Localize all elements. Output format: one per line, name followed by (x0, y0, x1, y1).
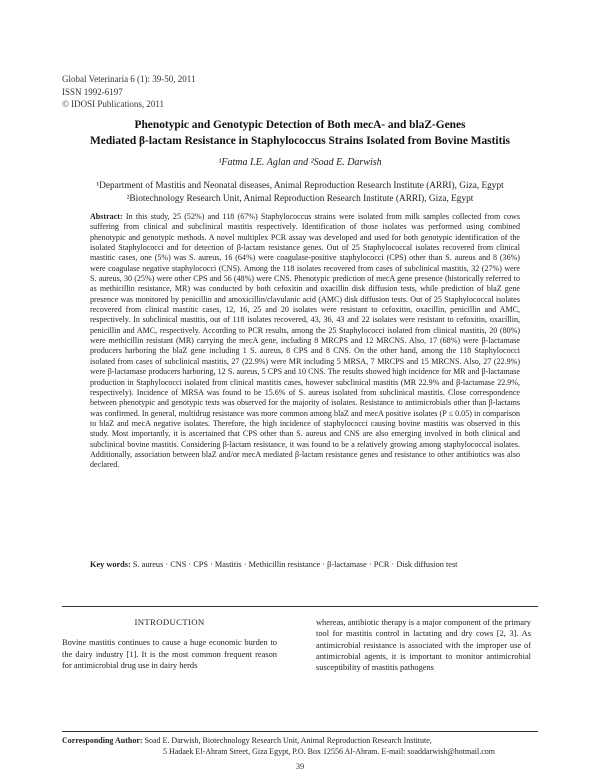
paper-title (40, 117, 560, 149)
keywords-text: S. aureus · CNS · CPS · Mastitis · Methicillin resistance · β-lactamase · PCR · Disk diffusion test (132, 560, 458, 569)
title-line-2: Mediated β-lactam Resistance in Staphylococcus Strains Isolated from Bovine Mastitis (90, 135, 510, 147)
footer-divider (62, 731, 538, 732)
keywords (90, 559, 520, 570)
column-left (62, 617, 277, 671)
journal-copyright: © IDOSI Publications, 2011 (62, 99, 165, 109)
abstract (90, 212, 520, 546)
introduction-heading: INTRODUCTION (134, 617, 205, 627)
corresponding-line-2: 5 Hadaek El-Ahram Street, Giza Egypt, P.O. Box 12556 Al-Ahram. E-mail: soaddarwish@hotmail.com (163, 747, 495, 756)
corresponding-author (62, 735, 562, 757)
title-line-1: Phenotypic and Genotypic Detection of Both mecA- and blaZ-Genes (134, 119, 466, 131)
introduction-right-text: whereas, antibiotic therapy is a major component of the primary tool for mastitis control in lactating and dry cows [2, 3]. As antimicrobial resistance is associated with the improper use of antimicrobial agents, it is important to monitor antimicrobial susceptibility of mastitis pathogens (316, 618, 531, 673)
journal-issn: ISSN 1992-6197 (62, 86, 123, 97)
journal-info (62, 73, 195, 111)
abstract-label: Abstract: (90, 212, 123, 221)
introduction-left-text: Bovine mastitis continues to cause a huge economic burden to the dairy industry [1]. It is the most common frequent reason for antimicrobial drug use in dairy herds (62, 638, 277, 670)
column-right (316, 617, 531, 673)
section-divider (62, 606, 538, 607)
authors: ¹Fatma I.E. Aglan and ²Soad E. Darwish (218, 157, 382, 168)
journal-citation: Global Veterinaria 6 (1): 39-50, 2011 (62, 74, 196, 84)
affiliations (40, 180, 560, 206)
keywords-label: Key words: (90, 560, 131, 569)
page-number: 39 (295, 762, 305, 771)
affiliation-2: ²Biotechnology Research Unit, Animal Reproduction Research Institute (ARRI), Giza, Egypt (126, 194, 474, 204)
abstract-text: In this study, 25 (52%) and 118 (67%) Staphylococcus strains were isolated from milk samples collected from cows suffering from clinical and subclinical mastitis respectively. Identification of those isolates was performed using combined phenotypic and genotypic methods. A novel multiplex PCR assay was developed and used for both genotypic identification of the isolated Staphylococci and for detection of β-lactam resistance genes. Out of 25 Staphylococcal isolates recovered from clinical mastitic cases, one (5%) was S. aureus, 16 (64%) were coagulase-positive staphylococci (CPS) other than S. aureus and 8 (36%) were coagulase negative staphylococci (CNS). Among the 118 isolates recovered from cases of subclinical mastitis, 32 (27%) were S. aureus, 30 (25%) were other CPS and 56 (48%) were CNS. Phenotypic prediction of mecA gene presence (historically referred to as methicillin resistance, MR) was conducted by both cefoxitin and oxacillin disk diffusion tests, while prediction of blaZ gene presence was monitored by penicillin and amoxicillin/clavulanic acid (AMC) disk diffusion tests. Out of 25 Staphylococcal isolates recovered from clinical mastitic cases, 12, 16, 25 and 20 isolates were resistant to cefoxitin, oxacillin, penicillin and AMC, respectively. In subclinical mastitis, out of 118 isolates recovered, 43, 36, 43 and 22 isolates were resistant to cefoxitin, oxacillin, penicillin and AMC, respectively. According to PCR results, among the 25 Staphylococci isolated from clinical mastitis, 20 (80%) were methicillin resistant (MR) carrying the mecA gene, including 8 MRCPS and 12 MRCNS. Also, 17 (68%) were β-lactamase producers harboring the blaZ gene including 1 S. aureus, 8 CPS and 8 CNS. On the other hand, among the 118 Staphylococci isolated from cases of subclinical mastitis, 27 (22.9%) were MR including 5 MRSA, 7 MRCPS and 15 MRCNS. Also, 27 (22.9%) were β-lactamase producers harboring, 12 S. aureus, 5 CPS and 10 CNS. The results showed high incidence for MR and β-lactamase production in Staphylococci isolated from clinical mastitis cases, however subclinical mastitis (MR 22.9% and β-lactamase 22.9%, respectively). Incidence of MRSA was found to be 15.6% of S. aureus isolated from subclinical mastitis. Close correspondence between phenotypic and genotypic tests was observed for the majority of isolates. Resistance to antimicrobials other than β-lactams was confirmed. In general, multidrug resistance was more common among blaZ and mecA positive isolates (P ≤ 0.05) in comparison to blaZ and mecA negative isolates. Therefore, the high incidence of staphylococci causing bovine mastitis was observed in this study. Most importantly, it is ascertained that CPS other than S. aureus and CNS are also emerging involved in both clinical and subclinical bovine mastitis. Considering β-lactam resistance, it was found to be a relatively growing among staphylococcal isolates. Additionally, association between blaZ and/or mecA mediated β-lactam resistance genes and resistance to other antibiotics was also declared. (90, 212, 520, 470)
affiliation-1: ¹Department of Mastitis and Neonatal diseases, Animal Reproduction Research Institute (ARRI), Giza, Egypt (96, 181, 504, 191)
corresponding-label: Corresponding Author: (62, 736, 143, 745)
corresponding-line-1: Soad E. Darwish, Biotechnology Research Unit, Animal Reproduction Research Institute, (144, 736, 432, 745)
